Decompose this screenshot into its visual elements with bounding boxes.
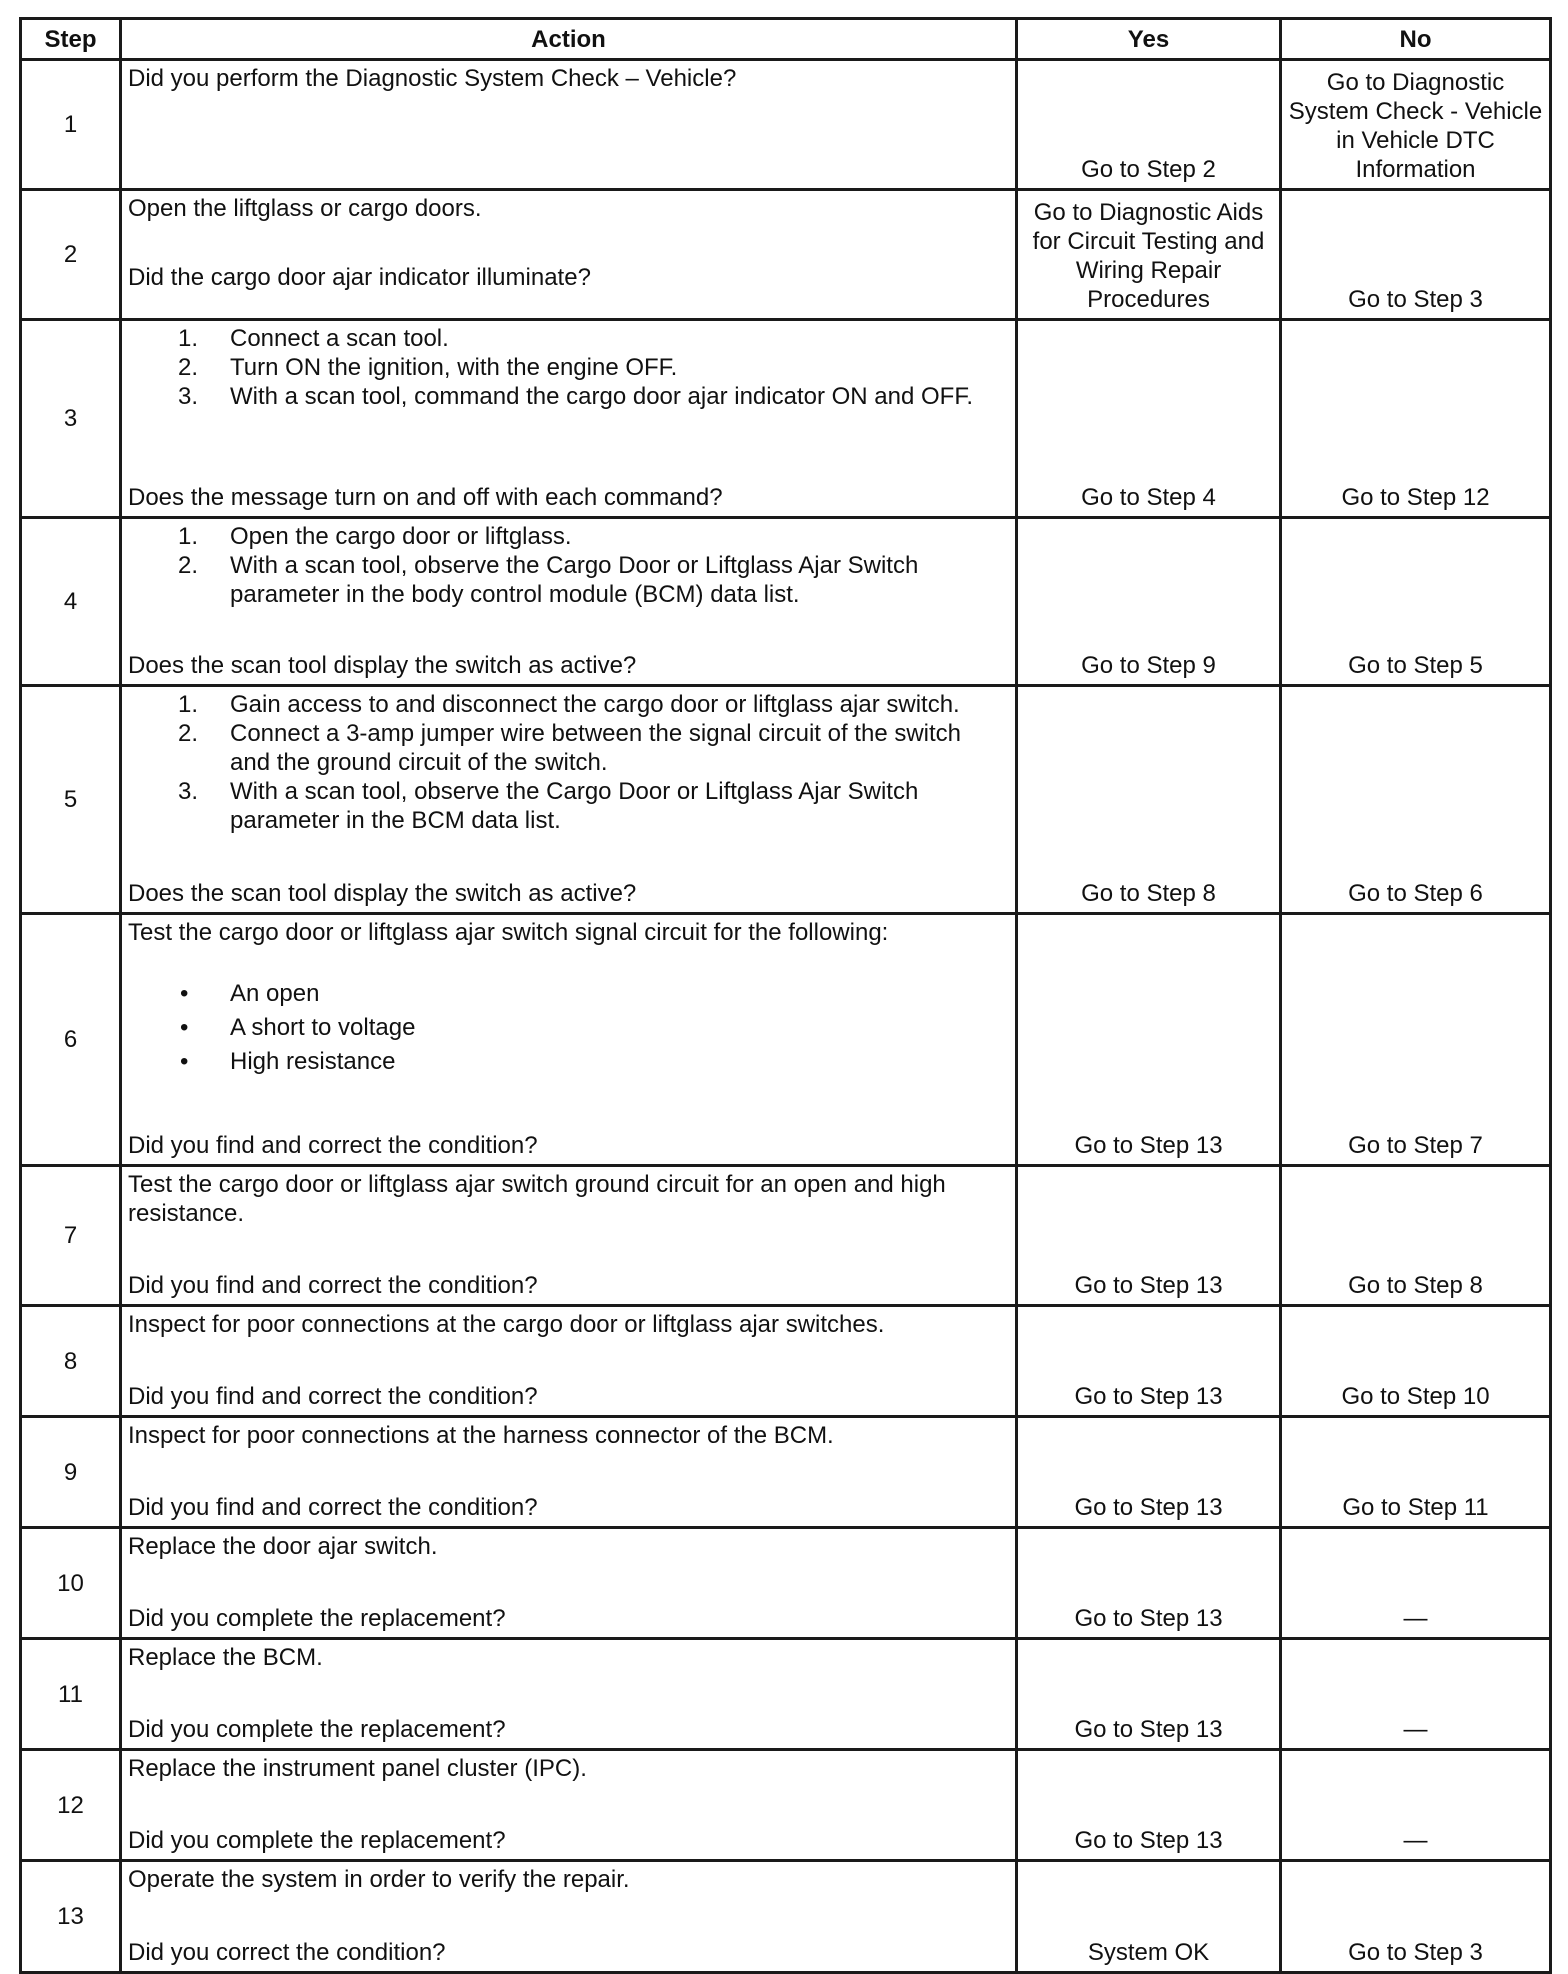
no-text: Go to Step 5 [1348,652,1483,679]
action-question: Did you find and correct the condition? [128,1494,538,1521]
table-row [21,914,1551,1166]
action-text: Operate the system in order to verify the repair. [128,1866,630,1893]
no-text: Go to Step 10 [1341,1383,1490,1410]
list-item: 3. With a scan tool, observe the Cargo Door or Liftglass Ajar Switch parameter in the BCM data list. [178,778,919,834]
action-text: Replace the instrument panel cluster (IPC). [128,1755,587,1782]
header-row [21,19,1551,60]
action-text: Inspect for poor connections at the harness connector of the BCM. [128,1422,834,1449]
list-item: • A short to voltage [180,1014,416,1041]
yes-cell [1017,686,1281,914]
action-question: Does the scan tool display the switch as active? [128,880,637,907]
no-cell [1281,914,1551,1166]
action-question: Did you correct the condition? [128,1939,446,1966]
yes-cell [1017,60,1281,190]
header-action: Action [121,19,1017,60]
list-item: 2. Connect a 3-amp jumper wire between the signal circuit of the switch and the ground circuit of the switch. [178,720,962,776]
action-cell [121,914,1017,1166]
no-cell [1281,60,1551,190]
table-row [21,1750,1551,1861]
no-text: Go to Step 7 [1348,1132,1483,1159]
action-cell [121,60,1017,190]
step-number: 12 [21,1750,121,1861]
step-number: 13 [21,1861,121,1973]
table-row [21,320,1551,518]
yes-cell [1017,1166,1281,1306]
yes-text: Go to Diagnostic Aids for Circuit Testing and Wiring Repair Procedures [1032,199,1265,313]
no-cell [1281,1639,1551,1750]
yes-cell [1017,1750,1281,1861]
action-cell [121,1306,1017,1417]
no-cell [1281,518,1551,686]
no-text: Go to Diagnostic System Check - Vehicle in Vehicle DTC Information [1288,69,1543,183]
yes-text: Go to Step 13 [1074,1272,1223,1299]
list-item: • An open [180,980,320,1007]
list-item: 2. With a scan tool, observe the Cargo Door or Liftglass Ajar Switch parameter in the body control module (BCM) data list. [178,552,919,608]
step-number: 5 [21,686,121,914]
action-question: Did you find and correct the condition? [128,1132,538,1159]
action-question: Did you find and correct the condition? [128,1272,538,1299]
no-text: Go to Step 3 [1348,286,1483,313]
list-item: 2. Turn ON the ignition, with the engine OFF. [178,354,678,381]
action-question: Did you complete the replacement? [128,1716,506,1743]
no-cell [1281,1528,1551,1639]
no-cell [1281,320,1551,518]
yes-text: Go to Step 13 [1074,1132,1223,1159]
header-step: Step [21,19,121,60]
no-text: Go to Step 8 [1348,1272,1483,1299]
step-number: 2 [21,190,121,320]
action-cell [121,1528,1017,1639]
yes-cell [1017,1306,1281,1417]
no-cell [1281,1166,1551,1306]
yes-text: Go to Step 13 [1074,1605,1223,1632]
yes-cell [1017,914,1281,1166]
no-text: Go to Step 3 [1348,1939,1483,1966]
no-cell [1281,190,1551,320]
numbered-list [128,324,1007,411]
table-row [21,1166,1551,1306]
yes-text: Go to Step 13 [1074,1716,1223,1743]
no-cell [1281,1306,1551,1417]
table-row [21,518,1551,686]
list-item: 1. Open the cargo door or liftglass. [178,523,572,550]
action-cell [121,1639,1017,1750]
no-dash: — [1403,1605,1428,1632]
action-text: Replace the BCM. [128,1644,323,1671]
action-question: Did you complete the replacement? [128,1605,506,1632]
yes-text: Go to Step 2 [1081,156,1216,183]
action-cell [121,190,1017,320]
step-number: 10 [21,1528,121,1639]
action-cell [121,1417,1017,1528]
step-number: 8 [21,1306,121,1417]
header-yes: Yes [1017,19,1281,60]
table-row [21,1639,1551,1750]
action-cell [121,1750,1017,1861]
action-cell [121,518,1017,686]
no-cell [1281,686,1551,914]
step-number: 11 [21,1639,121,1750]
action-text: Open the liftglass or cargo doors. [128,195,482,222]
numbered-list [128,690,1007,835]
list-item: 3. With a scan tool, command the cargo door ajar indicator ON and OFF. [178,383,974,410]
yes-text: Go to Step 13 [1074,1494,1223,1521]
table-row [21,190,1551,320]
action-text: Test the cargo door or liftglass ajar switch signal circuit for the following: [128,919,889,946]
yes-text: Go to Step 13 [1074,1383,1223,1410]
action-text: Replace the door ajar switch. [128,1533,438,1560]
yes-cell [1017,320,1281,518]
yes-cell [1017,190,1281,320]
step-number: 3 [21,320,121,518]
action-question: Does the message turn on and off with each command? [128,484,723,511]
action-text: Inspect for poor connections at the cargo door or liftglass ajar switches. [128,1311,885,1338]
list-item: • High resistance [180,1048,396,1075]
no-dash: — [1403,1716,1428,1743]
table-row [21,686,1551,914]
action-text: Did you perform the Diagnostic System Check – Vehicle? [128,65,737,92]
action-text: Test the cargo door or liftglass ajar switch ground circuit for an open and high resistance. [128,1171,946,1227]
table-row [21,1417,1551,1528]
no-dash: — [1403,1827,1428,1854]
table-row [21,1306,1551,1417]
yes-text: System OK [1087,1939,1210,1966]
action-cell [121,320,1017,518]
no-cell [1281,1417,1551,1528]
action-question: Does the scan tool display the switch as active? [128,652,637,679]
list-item: 1. Connect a scan tool. [178,325,449,352]
no-text: Go to Step 6 [1348,880,1483,907]
step-number: 9 [21,1417,121,1528]
table-row [21,1528,1551,1639]
bullet-list [128,979,1007,1076]
action-question: Did the cargo door ajar indicator illuminate? [128,264,591,291]
step-number: 6 [21,914,121,1166]
action-question: Did you find and correct the condition? [128,1383,538,1410]
action-cell [121,686,1017,914]
step-number: 7 [21,1166,121,1306]
action-cell [121,1166,1017,1306]
diagnostic-table [19,17,1552,1974]
yes-text: Go to Step 9 [1081,652,1216,679]
numbered-list [128,522,1007,609]
step-number: 1 [21,60,121,190]
no-text: Go to Step 12 [1341,484,1490,511]
yes-text: Go to Step 4 [1081,484,1216,511]
yes-text: Go to Step 13 [1074,1827,1223,1854]
step-number: 4 [21,518,121,686]
action-question: Did you complete the replacement? [128,1827,506,1854]
header-no: No [1281,19,1551,60]
table-row [21,60,1551,190]
yes-cell [1017,1417,1281,1528]
no-cell [1281,1750,1551,1861]
no-text: Go to Step 11 [1342,1494,1489,1521]
yes-cell [1017,1528,1281,1639]
yes-cell [1017,1639,1281,1750]
list-item: 1. Gain access to and disconnect the cargo door or liftglass ajar switch. [178,691,960,718]
yes-cell [1017,518,1281,686]
yes-text: Go to Step 8 [1081,880,1216,907]
